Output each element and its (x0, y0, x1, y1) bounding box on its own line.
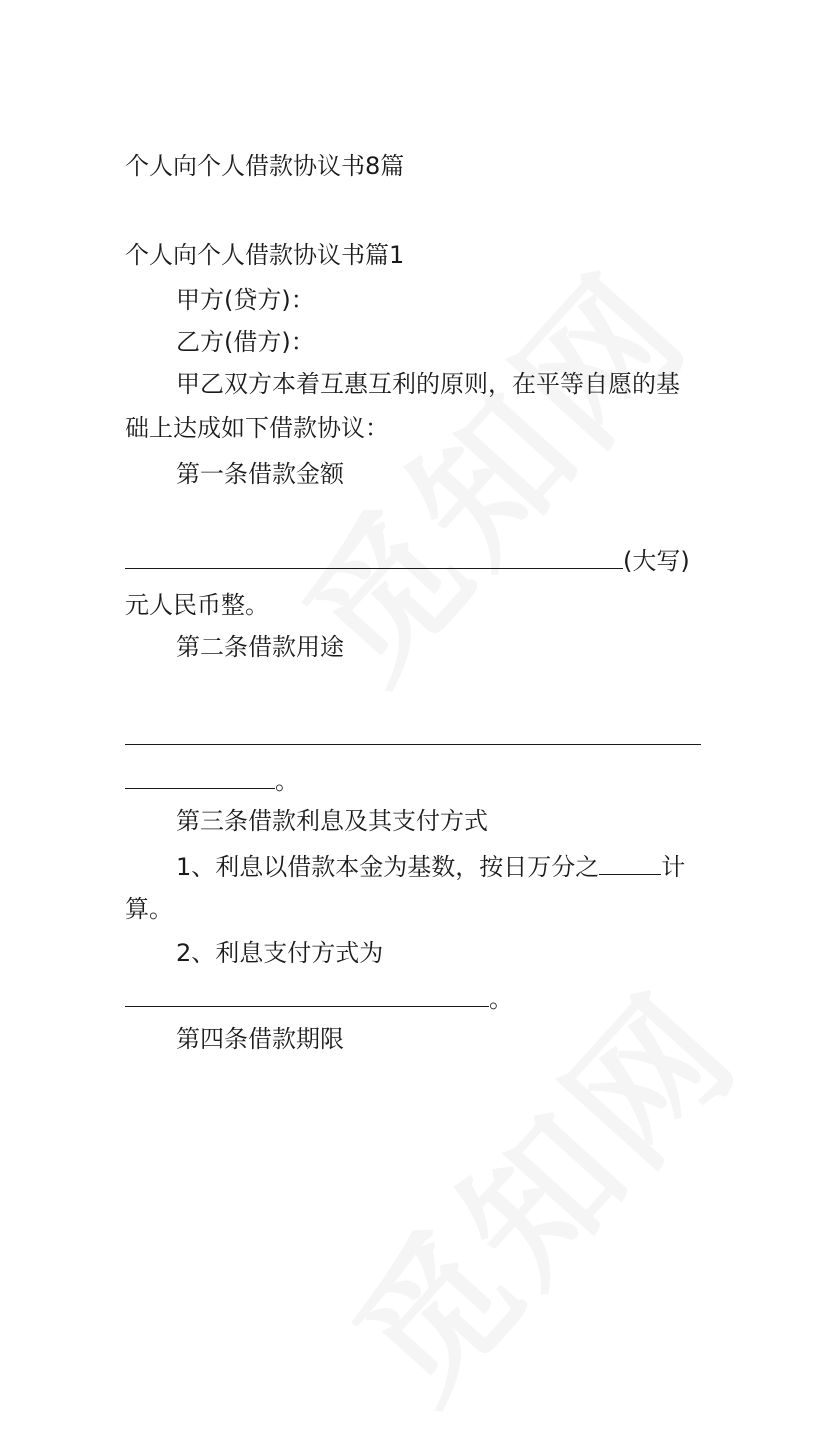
interest-rate-text: 1、利息以借款本金为基数，按日万分之 (176, 853, 600, 881)
article-3-item-2: 2、利息支付方式为 (176, 939, 384, 967)
purpose-blank-2[interactable] (125, 764, 275, 789)
purpose-blank-1[interactable] (125, 720, 701, 745)
party-a-line: 甲方(贷方)： (176, 286, 315, 314)
payment-method-period: 。 (489, 985, 513, 1013)
article-3-title: 第三条借款利息及其支付方式 (176, 807, 488, 835)
article-2-purpose-line-1 (125, 720, 701, 752)
intro-paragraph-line-1: 甲乙双方本着互惠互利的原则，在平等自愿的基 (176, 370, 680, 398)
document-title: 个人向个人借款协议书8篇 (125, 152, 405, 180)
article-3-item-1 (176, 850, 685, 882)
payment-method-line (125, 982, 513, 1014)
intro-paragraph-line-2: 础上达成如下借款协议： (125, 414, 389, 442)
interest-rate-blank[interactable] (599, 850, 661, 875)
purpose-period: 。 (275, 767, 299, 795)
payment-method-blank[interactable] (125, 982, 489, 1007)
amount-blank[interactable] (125, 544, 623, 569)
party-b-line: 乙方(借方)： (176, 328, 315, 356)
article-1-amount-line (125, 544, 690, 576)
article-1-title: 第一条借款金额 (176, 460, 344, 488)
article-3-item-1-continued: 算。 (125, 895, 173, 923)
article-1-currency-line: 元人民币整。 (125, 591, 269, 619)
article-2-title: 第二条借款用途 (176, 633, 344, 661)
section-heading: 个人向个人借款协议书篇1 (125, 241, 405, 269)
interest-rate-suffix: 计 (661, 853, 686, 881)
amount-suffix: (大写) (623, 547, 690, 575)
article-4-title: 第四条借款期限 (176, 1025, 344, 1053)
watermark-bottom (298, 940, 776, 1436)
article-2-purpose-line-2 (125, 764, 299, 796)
